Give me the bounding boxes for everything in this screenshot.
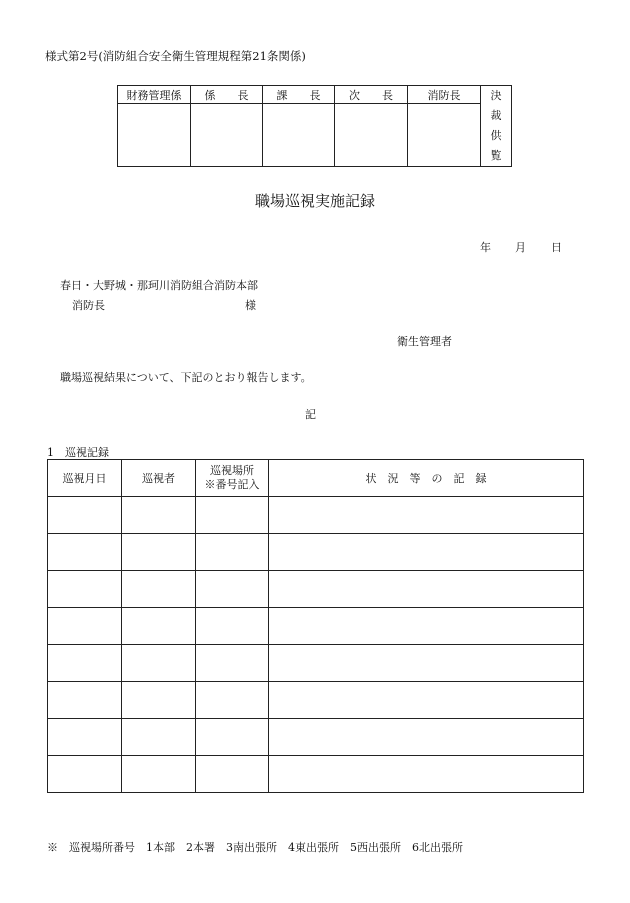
ki-heading: 記 <box>305 408 316 421</box>
approval-side-cell <box>481 86 512 167</box>
table-row <box>48 608 584 645</box>
approval-stamp-box[interactable] <box>408 104 481 167</box>
approval-header: 次 長 <box>335 86 408 104</box>
cell-location[interactable] <box>196 608 269 645</box>
cell-patroller[interactable] <box>122 534 196 571</box>
approval-header: 課 長 <box>263 86 335 104</box>
col-header-record: 状 況 等 の 記 録 <box>269 460 584 497</box>
cell-date[interactable] <box>48 497 122 534</box>
table-row <box>48 719 584 756</box>
approval-stamp-box[interactable] <box>191 104 263 167</box>
date-month: 月 <box>515 241 526 254</box>
cell-date[interactable] <box>48 719 122 756</box>
cell-record[interactable] <box>269 571 584 608</box>
cell-patroller[interactable] <box>122 608 196 645</box>
intro-text: 職場巡視結果について、下記のとおり報告します。 <box>60 371 312 384</box>
approval-header: 消防長 <box>408 86 481 104</box>
cell-date[interactable] <box>48 608 122 645</box>
approval-table <box>117 85 512 167</box>
cell-record[interactable] <box>269 719 584 756</box>
addressee-org: 春日・大野城・那珂川消防組合消防本部 <box>60 279 258 292</box>
table-row <box>48 756 584 793</box>
cell-location[interactable] <box>196 497 269 534</box>
cell-patroller[interactable] <box>122 756 196 793</box>
form-number: 様式第2号(消防組合安全衛生管理規程第21条関係) <box>45 49 306 63</box>
cell-record[interactable] <box>269 756 584 793</box>
approval-stamp-box[interactable] <box>335 104 408 167</box>
approval-stamp-box[interactable] <box>118 104 191 167</box>
col-header-location <box>196 460 269 497</box>
cell-date[interactable] <box>48 571 122 608</box>
cell-date[interactable] <box>48 756 122 793</box>
addressee-position: 消防長 <box>72 299 105 312</box>
table-row <box>48 645 584 682</box>
record-header-row <box>48 460 584 497</box>
col-header-patroller: 巡視者 <box>122 460 196 497</box>
cell-record[interactable] <box>269 645 584 682</box>
sender-role: 衛生管理者 <box>397 335 452 348</box>
cell-record[interactable] <box>269 608 584 645</box>
cell-location[interactable] <box>196 719 269 756</box>
cell-patroller[interactable] <box>122 682 196 719</box>
table-row <box>48 571 584 608</box>
date-year: 年 <box>480 241 491 254</box>
approval-side-char: 供 <box>490 129 502 142</box>
approval-side-char: 決 <box>490 89 502 102</box>
cell-date[interactable] <box>48 645 122 682</box>
approval-stamp-box[interactable] <box>263 104 335 167</box>
cell-date[interactable] <box>48 682 122 719</box>
approval-header: 財務管理係 <box>118 86 191 104</box>
cell-patroller[interactable] <box>122 719 196 756</box>
footnote: ※ 巡視場所番号 1本部 2本署 3南出張所 4東出張所 5西出張所 6北出張所 <box>47 841 463 854</box>
approval-side-char: 覧 <box>490 149 502 162</box>
col-header-date: 巡視月日 <box>48 460 122 497</box>
col-header-location-note: ※番号記入 <box>204 478 260 491</box>
cell-record[interactable] <box>269 534 584 571</box>
cell-patroller[interactable] <box>122 645 196 682</box>
cell-patroller[interactable] <box>122 497 196 534</box>
cell-location[interactable] <box>196 645 269 682</box>
cell-patroller[interactable] <box>122 571 196 608</box>
cell-record[interactable] <box>269 682 584 719</box>
page-title: 職場巡視実施記録 <box>254 192 375 210</box>
date-day: 日 <box>551 241 562 254</box>
approval-side-char: 裁 <box>490 109 502 122</box>
cell-location[interactable] <box>196 682 269 719</box>
addressee-honorific: 様 <box>245 299 256 312</box>
table-row <box>48 534 584 571</box>
col-header-location-label: 巡視場所 <box>210 464 254 477</box>
table-row <box>48 682 584 719</box>
approval-header: 係 長 <box>191 86 263 104</box>
section-heading: 1 巡視記録 <box>47 446 109 459</box>
cell-location[interactable] <box>196 571 269 608</box>
cell-date[interactable] <box>48 534 122 571</box>
table-row <box>48 497 584 534</box>
record-table <box>47 459 584 793</box>
cell-location[interactable] <box>196 756 269 793</box>
cell-record[interactable] <box>269 497 584 534</box>
cell-location[interactable] <box>196 534 269 571</box>
